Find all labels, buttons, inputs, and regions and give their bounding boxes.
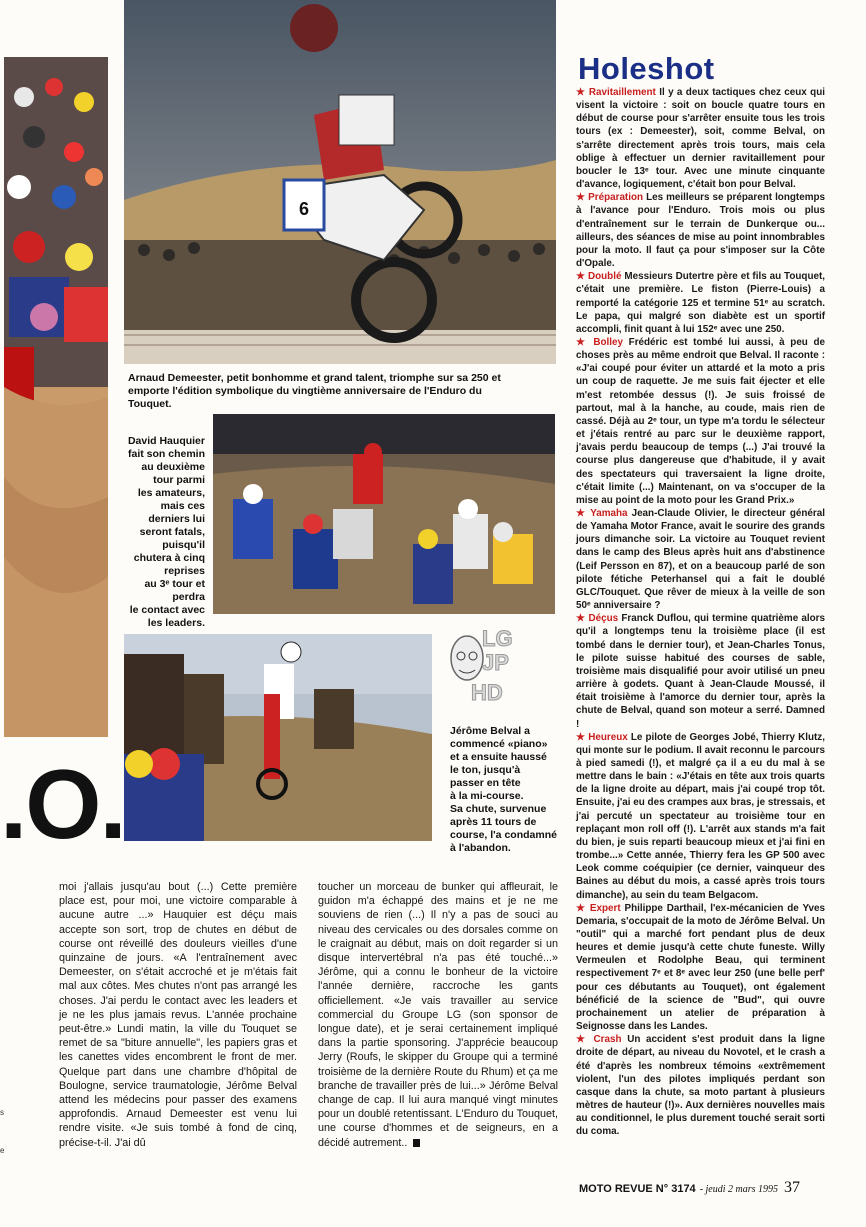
bottom-photo-belval (124, 634, 432, 841)
sidebar-item (576, 86, 825, 191)
sidebar-item (576, 1033, 825, 1138)
sidebar-text: Messieurs Dutertre père et fils au Touquet, c'était une première. Le fiston (Pierre-Louis) a remporté la catégorie 125 et termine 51ᵉ au scratch. Le papa, qui malgré son diabète est un sportif accompli, finit quant à lui 152ᵉ avec une 250. (576, 271, 826, 335)
caption-line: chutera à cinq (133, 552, 205, 564)
caption-line: à la mi-course. (450, 790, 524, 802)
sidebar-keyword: Préparation (588, 192, 644, 204)
star-icon: ★ (576, 87, 589, 98)
rider-number-plate: 6 (298, 199, 310, 219)
sidebar-text: Le pilote de Georges Jobé, Thierry Klutz, qui monte sur le podium. Il avait reconnu le parcours à pied samedi (!), et malgré ça il a eu du mal à se mettre dans le bain : «J'étais en tête aux trois quarts de la ligne droite au départ, mais j'ai coupé trop tôt. Ensuite, j'ai eu des crampes aux bras, je stressais, et j'ai percuté un spectateur au troisième tour en replaçant mon roll off (!). L'arrêt aux stands m'a fait du bien, je suis reparti beaucoup mieux et j'ai fini en trombe...» Cette année, Thierry fera les GP 500 avec Leok comme coéquipier (ce dernier, vainqueur des Baines au début du mois, a cassé après trois tours dimanche), au sein du team Belgacom. (576, 731, 825, 901)
caption-line: puisqu'il (162, 539, 205, 551)
margin-fragment: e (0, 1146, 5, 1155)
caption-line: mais ces (160, 500, 205, 512)
end-mark (413, 1139, 420, 1147)
caption-line: passer en tête (450, 777, 521, 789)
sidebar-text: Jean-Claude Olivier, le directeur général de Yamaha Motor France, avait le sourire des grands jours dimanche soir. La victoire au Touquet revient dans le camp des Bleus après huit ans d'abstinence (Leif Persson en 87), et on a beaucoup parlé de son pilote fétiche Peterhansel qui a fait le doublé GLC/Touquet. Que rêver de mieux à la veille de son 50ᵉ anniversaire ? (576, 508, 825, 612)
caption-line: tour parmi (153, 474, 205, 486)
star-icon: ★ (576, 902, 590, 914)
star-icon: ★ (576, 336, 594, 348)
sidebar-text: Franck Duflou, qui termine quatrième alors qu'il a longtemps tenu la troisième place (il est tombé dans le dernier tour), et Jean-Charles Tonus, le pilote suisse habitué des courses de sable, troisième mais disqualifié pour avoir utilisé un pneu arrière à godets. Quant à Jean-Claude Moussé, il était troisième à l'amorce du dernier tour, après la chute de Belval, quand son moteur a serré. Damned ! (576, 613, 825, 730)
left-strip-photo (4, 57, 108, 737)
caption-line: seront fatals, (139, 526, 205, 538)
caption-line: après 11 tours de (450, 816, 537, 828)
sidebar-keyword: Yamaha (590, 508, 628, 519)
page-number: 37 (784, 1179, 801, 1196)
body-column-1: moi j'allais jusqu'au bout (...) Cette première place est, pour moi, une victoire comparable à aucune autre ...» Hauquier est déçu mais accepte son sort, trop de chutes en début de course ont réveillé des douleurs vieilles d'une quinzaine de jours. «A l'entraînement avec Demeester, on s'était accroché et je m'étais fait mal aux côtes. Mes chutes n'ont pas arrangé les choses. J'ai perdu le contact avec les leaders et je ne les plus jamais revus. L'année prochaine peut-être.» Lundi matin, la ville du Touquet se remet de sa "biture annuelle", les papiers gras et les canettes vides encombrent le front de mer. Quelque part dans une chambre d'hôpital de Boulogne, service traumatologie, Jérôme Belval attend les médecins pour passer des examens approfondis. Arnaud Demeester est venu lui rendre visite. «Je suis tombé à fond de cinq, précise-t-il. J'ai dû (59, 881, 297, 1149)
star-icon: ★ (576, 271, 588, 283)
caption-line: au deuxième (141, 461, 205, 473)
top-photo-demeester-jump (124, 0, 556, 364)
star-icon: ★ (576, 1034, 594, 1046)
middle-photo-pack (213, 414, 555, 614)
sidebar-keyword: Doublé (587, 271, 622, 283)
sidebar-text: Philippe Darthail, l'ex-mécanicien de Yves Demaria, s'occupait de la moto de Jérôme Belval. Un "outil" qui a marché fort pendant plus de deux heures et demie jusqu'à cette chute funeste. Willy Vermeulen et Rodolphe Beau, qui terminent respectivement 7ᵉ et 8ᵉ avec leur 250 (une belle perf' pour ces débutants au Touquet), ont également bénéficié de la science de "Bud", qui ouvre prochainement un atelier de préparation à Seignosse dans les Landes. (576, 902, 825, 1033)
logo-text-line3: HD (471, 680, 503, 705)
sidebar-text: Les meilleurs se préparent longtemps à l'avance pour l'Enduro. Trois mois ou plus d'entraînement sur le terrain de Dunkerque ou... ailleurs, des séances de mise au point innombrables pour la moto. Il faut ça pour s'imposer sur la Côte d'Opale. (576, 192, 825, 270)
top-photo-caption: Arnaud Demeester, petit bonhomme et grand talent, triomphe sur sa 250 et emporte l'édition symbolique du vingtième anniversaire de l'Enduro du Touquet. (128, 372, 501, 410)
caption-line: commencé «piano» (450, 738, 548, 750)
lg-jp-hd-logo (447, 628, 519, 710)
magazine-issue: MOTO REVUE N° 3174 (579, 1183, 696, 1195)
logo-text-line1: LG (482, 626, 513, 651)
bottom-photo-caption (450, 725, 560, 855)
sidebar-keyword: Crash (593, 1034, 622, 1046)
headline-fragment: .O. (0, 749, 125, 859)
sidebar-item (576, 507, 825, 612)
sidebar-item (576, 612, 825, 730)
body-column-2 (318, 880, 558, 1150)
sidebar-item (576, 191, 825, 270)
issue-date: - jeudi 2 mars 1995 (699, 1184, 779, 1195)
sidebar-text: Un accident s'est produit dans la ligne droite de départ, au niveau du Novotel, et le crash a été d'après les nombreux témoins «extrêmement violent, l'un des pilotes impliqués perdant son casque dans la chute, sa moto partant à plusieurs mètres de hauteur (!)». Aux dernières nouvelles mais au conditionnel, le plus durement touché serait sorti du coma. (576, 1034, 826, 1138)
sidebar-keyword: Heureux (588, 731, 628, 743)
sidebar-keyword: Déçus (588, 613, 619, 625)
body-column-2-text: toucher un morceau de bunker qui affleurait, le guidon m'a échappé des mains et je ne me souviens de rien (...) Il n'y a pas de souci au niveau des cervicales ou des dorsales comme on le craignait au début, mais on doit regarder si un disque intervertébral n'a pas été touché...» Jérôme, qui a connu le bonheur de la victoire l'année dernière, raccroche les gants officiellement. «Je vais travailler au service commercial du Groupe LG (son sponsor de longue date), et je serai certainement impliqué dans la partie sponsoring. J'apprécie beaucoup Jerry (Roufs, le skipper du Groupe qui a terminé troisième de la dernière Route du Rhum) et ça me branche de travailler près de lui...» Jérôme Belval change de cap. Il lui aura manqué vingt minutes pour un doublé retentissant. L'Enduro du Touquet, une course d'hommes et de seigneurs, en a décidé autrement.. (318, 881, 558, 1149)
caption-line: reprises (164, 565, 205, 577)
sidebar-title: Holeshot (578, 51, 715, 86)
caption-line: David Hauquier (127, 435, 205, 447)
caption-line: et a ensuite haussé (450, 751, 547, 763)
page-footer (579, 1179, 800, 1197)
holeshot-sidebar (576, 86, 825, 1139)
sidebar-keyword: Ravitaillement (588, 87, 656, 98)
caption-line: à l'abandon. (450, 842, 511, 854)
caption-line: perdra (172, 591, 205, 603)
caption-line: le ton, jusqu'à (450, 764, 521, 776)
margin-fragment: s (0, 1108, 4, 1117)
middle-photo-caption (112, 435, 205, 630)
caption-line: les leaders. (147, 617, 205, 629)
logo-text-line2: JP (482, 650, 509, 675)
sidebar-text: Frédéric est tombé lui aussi, à peu de choses près au même endroit que Belval. Il raconte : «J'ai coupé pour éviter un attardé et la moto a pris un coup de raquette. Je me suis fait éjecter et elle m'est retombée dessus (!). Je suis froissé de partout, mal à la hanche, au coude, mais rien de cassé. Déjà au 2ᵉ tour, un type m'a tordu le sélecteur et j'étais rentré au parc sur le deuxième rapport, j'avais perdu beaucoup de temps (...) J'ai trouvé la course plus dangereuse que d'habitude, il y avait des spectateurs qui traversaient la ligne droite, c'était limite (...) Maintenant, on va s'occuper de la mise au point de la moto pour les Grand Prix.» (576, 336, 825, 506)
sidebar-keyword: Bolley (593, 336, 624, 348)
sidebar-item (576, 270, 825, 336)
star-icon: ★ (576, 192, 589, 204)
caption-line: Jérôme Belval a (450, 725, 530, 737)
sidebar-item (576, 336, 825, 507)
caption-line: Sa chute, survenue (450, 803, 547, 815)
star-icon: ★ (576, 731, 589, 743)
sidebar-item (576, 731, 825, 902)
star-icon: ★ (576, 508, 591, 519)
caption-line: course, l'a condamné (450, 829, 557, 841)
star-icon: ★ (576, 613, 589, 625)
caption-line: fait son chemin (127, 448, 205, 460)
sidebar-text: Il y a deux tactiques chez ceux qui visent la victoire : soit on boucle quatre tours en début de course pour s'arrêter ensuite tous les trois tours (ex : Demeester), soit, comme Belval, on s'arrête directement après trois tours, mais cela oblige à effectuer un dernier ravitaillement pour boucler le 13ᵉ tour. Avec une minute cinquante d'avance, logiquement, c'était bon pour Belval. (576, 87, 825, 191)
caption-line: derniers lui (148, 513, 205, 525)
caption-line: au 3ᵉ tour et (144, 578, 205, 590)
sidebar-keyword: Expert (589, 902, 621, 914)
caption-line: le contact avec (129, 604, 205, 616)
caption-line: les amateurs, (137, 487, 205, 499)
sidebar-item (576, 902, 825, 1034)
